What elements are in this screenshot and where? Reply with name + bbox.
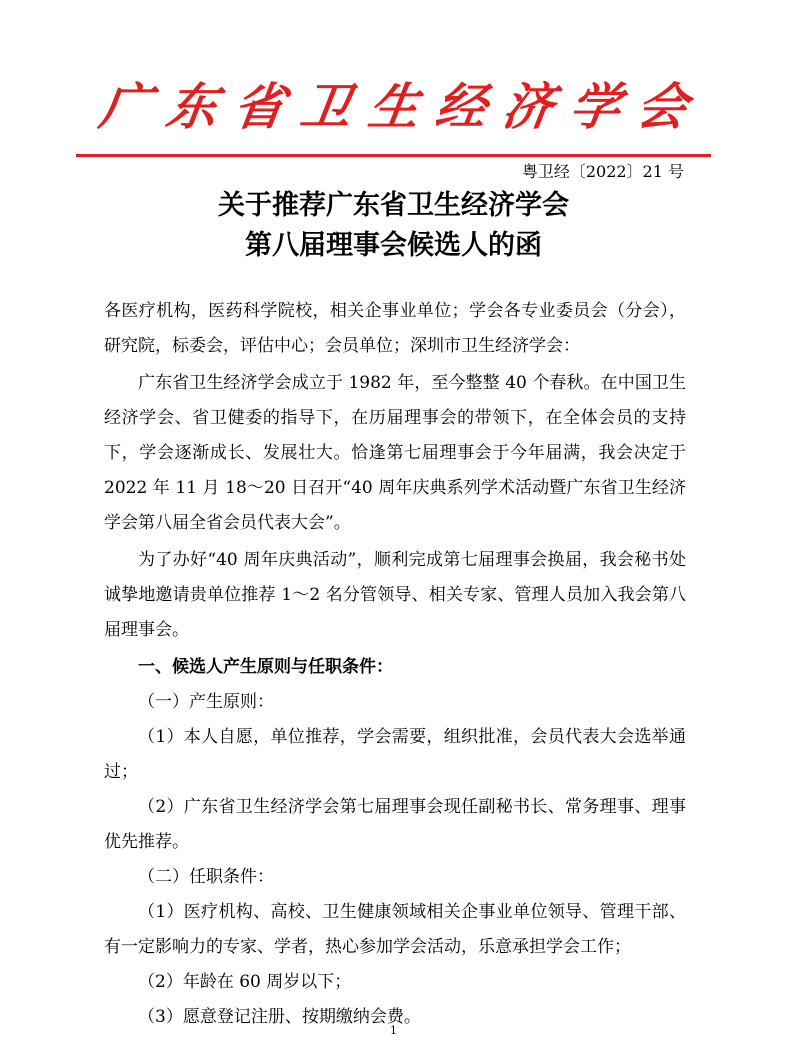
letterhead-char: 卫 [297, 77, 356, 136]
letterhead-char: 会 [632, 77, 692, 136]
letterhead-char: 经 [431, 77, 490, 136]
page-number: 1 [390, 1024, 397, 1037]
letterhead-char: 广 [95, 77, 155, 136]
letterhead-char: 生 [364, 77, 423, 136]
body-paragraph: 为了办好“40 周年庆典活动”，顺利完成第七届理事会换届，我会秘书处诚挚地邀请贵单位推荐 1～2 名分管领导、相关专家、管理人员加入我会第八届理事会。 [104, 550, 686, 640]
document-body [104, 294, 686, 1035]
salutation-paragraph: 各医疗机构，医药科学院校，相关企事业单位；学会各专业委员会（分会），研究院，标委会，评估中心；会员单位；深圳市卫生经济学会： [104, 301, 686, 356]
list-item: （2）广东省卫生经济学会第七届理事会现任副秘书长、常务理事、理事优先推荐。 [104, 797, 686, 852]
document-number: 粤卫经〔2022〕21 号 [521, 162, 684, 181]
list-item: （1）本人自愿，单位推荐，学会需要，组织批准，会员代表大会选举通过； [104, 727, 686, 782]
letterhead-org-name [95, 72, 692, 142]
letterhead-char: 省 [230, 77, 289, 136]
letterhead-char: 济 [498, 77, 557, 136]
document-title-line-2: 第八届理事会候选人的函 [245, 230, 542, 261]
letterhead-divider [76, 154, 711, 157]
list-item: （1）医疗机构、高校、卫生健康领域相关企事业单位领导、管理干部、有一定影响力的专家、学者，热心参加学会活动，乐意承担学会工作； [104, 902, 686, 957]
list-item: （2）年龄在 60 周岁以下； [138, 972, 352, 992]
document-title-line-1: 关于推荐广东省卫生经济学会 [218, 190, 569, 221]
subsection-heading: （二）任职条件： [138, 867, 274, 887]
subsection-heading: （一）产生原则： [138, 692, 274, 712]
document-title [76, 186, 711, 266]
body-paragraph: 广东省卫生经济学会成立于 1982 年，至今整整 40 个春秋。在中国卫生经济学会、省卫健委的指导下，在历届理事会的带领下，在全体会员的支持下，学会逐渐成长、发展壮大。恰逢第七届理事会于今年届满，我会决定于 2022 年 11 月 18～20 日召开“40 周年庆典系列学术活动暨广东省卫生经济学会第八届全省会员代表大会”。 [104, 373, 686, 533]
letterhead-char: 学 [565, 77, 625, 136]
list-item: （3）愿意登记注册、按期缴纳会费。 [138, 1007, 421, 1027]
section-heading: 一、候选人产生原则与任职条件： [138, 657, 393, 677]
letterhead-char: 东 [163, 77, 222, 136]
